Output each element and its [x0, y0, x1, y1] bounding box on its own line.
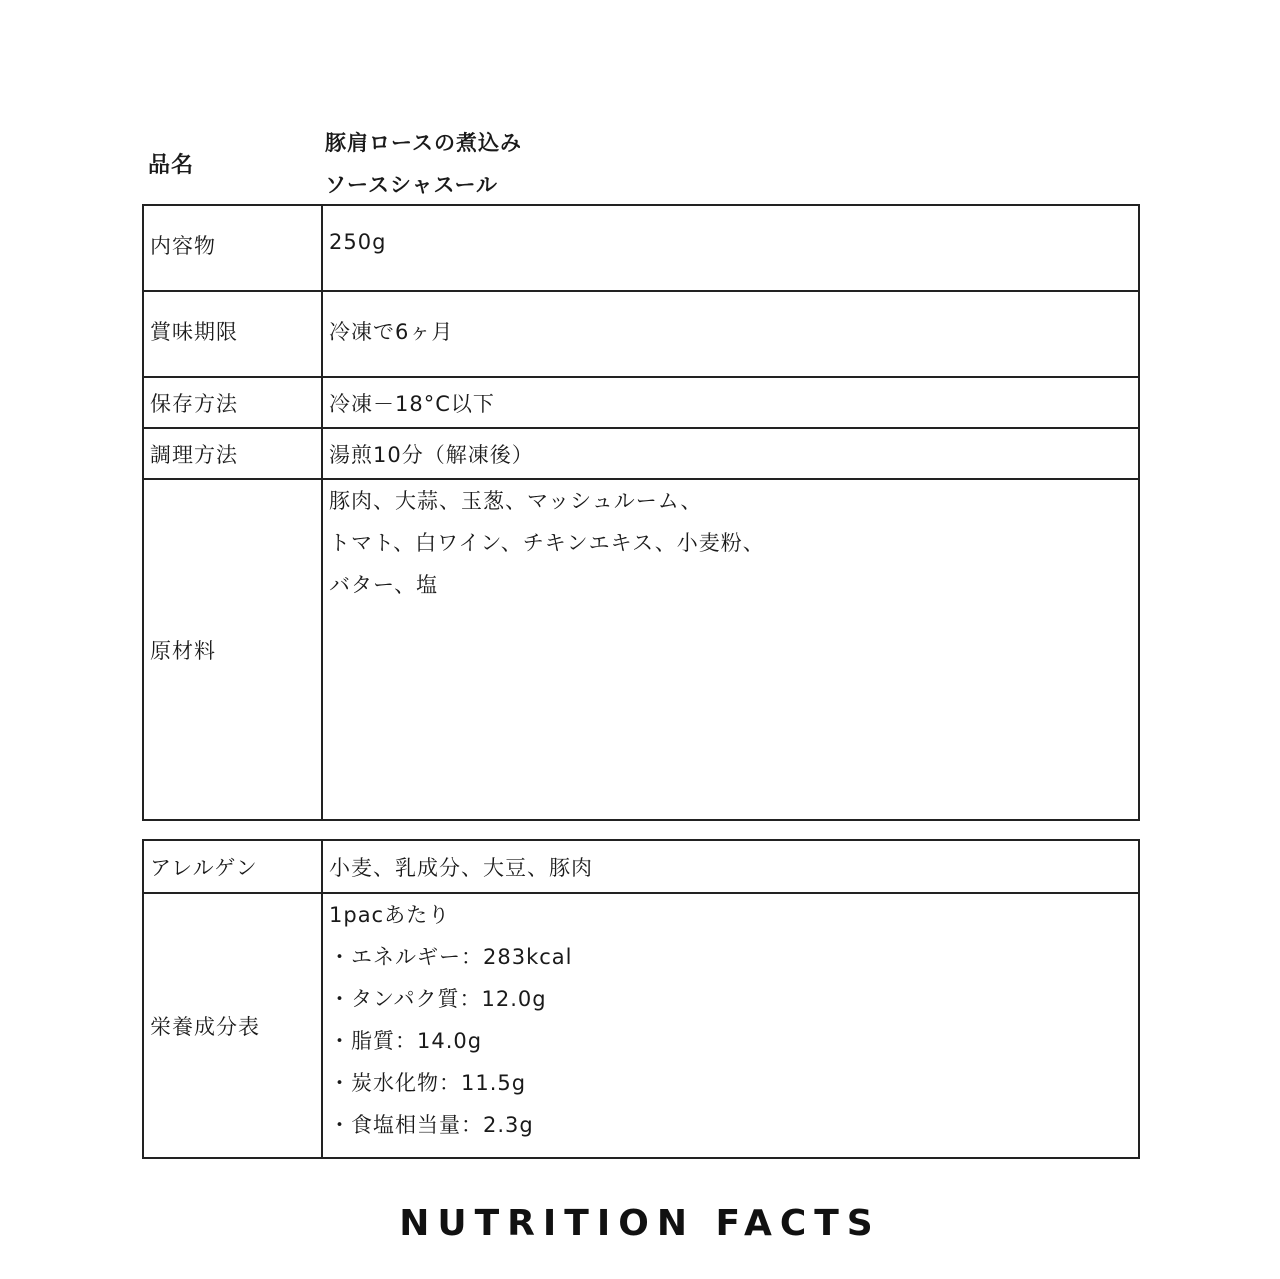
contents-value: 250g	[322, 205, 1139, 291]
table-row-nutrition	[143, 893, 1139, 1158]
product-name-label: 品名	[148, 153, 195, 178]
nutrition-line: ・エネルギー：283kcal	[329, 945, 573, 969]
contents-label: 内容物	[143, 205, 322, 291]
cooking-label: 調理方法	[143, 428, 322, 479]
table-row-storage	[143, 377, 1139, 428]
table-row-cooking	[143, 428, 1139, 479]
allergens-label: アレルゲン	[143, 840, 322, 893]
nutrition-facts-title: NUTRITION FACTS	[399, 1203, 881, 1244]
product-name-line: ソースシャスール	[325, 173, 499, 197]
storage-label: 保存方法	[143, 377, 322, 428]
ingredients-line: バター、塩	[329, 573, 439, 597]
nutrition-value	[322, 893, 1139, 1158]
product-name	[325, 122, 522, 206]
table-row-contents	[143, 205, 1139, 291]
table-row-ingredients	[143, 479, 1139, 820]
ingredients-value	[322, 479, 1139, 820]
product-header	[142, 122, 1140, 204]
nutrition-line: ・食塩相当量：2.3g	[329, 1113, 534, 1137]
nutrition-line: 1pacあたり	[329, 903, 451, 927]
nutrition-line: ・脂質：14.0g	[329, 1029, 483, 1053]
ingredients-line: トマト、白ワイン、チキンエキス、小麦粉、	[329, 531, 765, 555]
expiry-value: 冷凍で6ヶ月	[322, 291, 1139, 377]
table-row-expiry	[143, 291, 1139, 377]
storage-value: 冷凍－18°C以下	[322, 377, 1139, 428]
product-spec-table	[142, 204, 1140, 821]
product-name-line: 豚肩ロースの煮込み	[325, 131, 522, 155]
allergen-nutrition-table	[142, 839, 1140, 1159]
table-row-allergens	[143, 840, 1139, 893]
nutrition-label: 栄養成分表	[143, 893, 322, 1158]
expiry-label: 賞味期限	[143, 291, 322, 377]
nutrition-line: ・タンパク質：12.0g	[329, 987, 547, 1011]
ingredients-line: 豚肉、大蒜、玉葱、マッシュルーム、	[329, 489, 703, 513]
cooking-value: 湯煎10分（解凍後）	[322, 428, 1139, 479]
ingredients-label: 原材料	[143, 479, 322, 820]
nutrition-line: ・炭水化物：11.5g	[329, 1071, 527, 1095]
allergens-value: 小麦、乳成分、大豆、豚肉	[322, 840, 1139, 893]
